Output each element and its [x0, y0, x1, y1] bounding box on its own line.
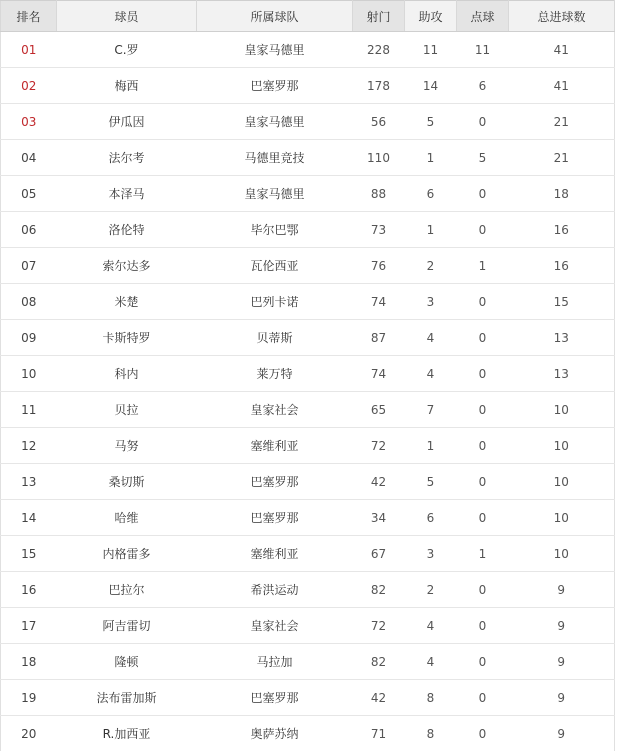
goals-cell: 15 [509, 284, 615, 320]
team-cell: 巴列卡诺 [197, 284, 353, 320]
header-rank[interactable]: 排名 [1, 1, 57, 32]
penalties-cell: 0 [457, 212, 509, 248]
shots-cell: 82 [353, 572, 405, 608]
player-cell: 隆顿 [57, 644, 197, 680]
table-row [1, 572, 615, 608]
team-cell: 皇家马德里 [197, 176, 353, 212]
rank-cell: 17 [1, 608, 57, 644]
assists-cell: 4 [405, 356, 457, 392]
table-row [1, 284, 615, 320]
rank-cell: 15 [1, 536, 57, 572]
rank-cell: 05 [1, 176, 57, 212]
rank-cell: 20 [1, 716, 57, 751]
player-cell: 索尔达多 [57, 248, 197, 284]
rank-cell: 09 [1, 320, 57, 356]
rank-cell: 07 [1, 248, 57, 284]
penalties-cell: 0 [457, 356, 509, 392]
team-cell: 巴塞罗那 [197, 464, 353, 500]
shots-cell: 42 [353, 464, 405, 500]
rank-cell: 19 [1, 680, 57, 716]
team-cell: 希洪运动 [197, 572, 353, 608]
shots-cell: 228 [353, 32, 405, 68]
penalties-cell: 0 [457, 464, 509, 500]
shots-cell: 72 [353, 428, 405, 464]
table-row [1, 140, 615, 176]
rank-cell: 18 [1, 644, 57, 680]
goals-cell: 10 [509, 464, 615, 500]
penalties-cell: 0 [457, 500, 509, 536]
rank-cell: 06 [1, 212, 57, 248]
shots-cell: 73 [353, 212, 405, 248]
player-cell: 梅西 [57, 68, 197, 104]
table-row [1, 356, 615, 392]
rank-cell: 14 [1, 500, 57, 536]
penalties-cell: 0 [457, 392, 509, 428]
goals-cell: 10 [509, 536, 615, 572]
shots-cell: 88 [353, 176, 405, 212]
penalties-cell: 0 [457, 680, 509, 716]
assists-cell: 8 [405, 680, 457, 716]
shots-cell: 56 [353, 104, 405, 140]
assists-cell: 2 [405, 248, 457, 284]
header-player[interactable]: 球员 [57, 1, 197, 32]
goals-cell: 16 [509, 248, 615, 284]
assists-cell: 4 [405, 608, 457, 644]
table-row [1, 428, 615, 464]
player-cell: 卡斯特罗 [57, 320, 197, 356]
table-row [1, 500, 615, 536]
goals-cell: 9 [509, 680, 615, 716]
rank-cell: 11 [1, 392, 57, 428]
goals-cell: 41 [509, 32, 615, 68]
team-cell: 贝蒂斯 [197, 320, 353, 356]
header-penalties[interactable]: 点球 [457, 1, 509, 32]
penalties-cell: 0 [457, 428, 509, 464]
player-cell: 本泽马 [57, 176, 197, 212]
shots-cell: 65 [353, 392, 405, 428]
header-team[interactable]: 所属球队 [197, 1, 353, 32]
table-row [1, 104, 615, 140]
player-cell: 马努 [57, 428, 197, 464]
penalties-cell: 0 [457, 608, 509, 644]
shots-cell: 34 [353, 500, 405, 536]
player-cell: C.罗 [57, 32, 197, 68]
assists-cell: 14 [405, 68, 457, 104]
shots-cell: 87 [353, 320, 405, 356]
team-cell: 莱万特 [197, 356, 353, 392]
rank-cell: 12 [1, 428, 57, 464]
rank-cell: 08 [1, 284, 57, 320]
team-cell: 巴塞罗那 [197, 680, 353, 716]
team-cell: 马德里竞技 [197, 140, 353, 176]
shots-cell: 76 [353, 248, 405, 284]
assists-cell: 6 [405, 176, 457, 212]
penalties-cell: 0 [457, 572, 509, 608]
assists-cell: 4 [405, 644, 457, 680]
goals-cell: 18 [509, 176, 615, 212]
shots-cell: 178 [353, 68, 405, 104]
shots-cell: 71 [353, 716, 405, 751]
table-body [1, 32, 615, 751]
team-cell: 塞维利亚 [197, 536, 353, 572]
penalties-cell: 0 [457, 644, 509, 680]
team-cell: 毕尔巴鄂 [197, 212, 353, 248]
player-cell: 科内 [57, 356, 197, 392]
player-cell: 伊瓜因 [57, 104, 197, 140]
player-cell: 内格雷多 [57, 536, 197, 572]
assists-cell: 11 [405, 32, 457, 68]
player-cell: 巴拉尔 [57, 572, 197, 608]
penalties-cell: 0 [457, 716, 509, 751]
table-row [1, 320, 615, 356]
rank-cell: 13 [1, 464, 57, 500]
header-assists[interactable]: 助攻 [405, 1, 457, 32]
assists-cell: 8 [405, 716, 457, 751]
penalties-cell: 11 [457, 32, 509, 68]
team-cell: 巴塞罗那 [197, 68, 353, 104]
player-cell: R.加西亚 [57, 716, 197, 751]
assists-cell: 1 [405, 428, 457, 464]
penalties-cell: 0 [457, 284, 509, 320]
table-row [1, 32, 615, 68]
assists-cell: 5 [405, 104, 457, 140]
player-cell: 法布雷加斯 [57, 680, 197, 716]
rank-cell: 02 [1, 68, 57, 104]
assists-cell: 3 [405, 536, 457, 572]
rank-cell: 04 [1, 140, 57, 176]
goals-cell: 10 [509, 428, 615, 464]
rank-cell: 10 [1, 356, 57, 392]
shots-cell: 72 [353, 608, 405, 644]
table-row [1, 176, 615, 212]
team-cell: 皇家社会 [197, 392, 353, 428]
player-cell: 米楚 [57, 284, 197, 320]
table-row [1, 68, 615, 104]
shots-cell: 67 [353, 536, 405, 572]
goals-cell: 9 [509, 644, 615, 680]
rank-cell: 03 [1, 104, 57, 140]
penalties-cell: 5 [457, 140, 509, 176]
team-cell: 巴塞罗那 [197, 500, 353, 536]
table-row [1, 464, 615, 500]
team-cell: 奥萨苏纳 [197, 716, 353, 751]
team-cell: 皇家社会 [197, 608, 353, 644]
player-cell: 贝拉 [57, 392, 197, 428]
penalties-cell: 0 [457, 176, 509, 212]
rank-cell: 01 [1, 32, 57, 68]
penalties-cell: 1 [457, 248, 509, 284]
assists-cell: 1 [405, 212, 457, 248]
table-header [1, 1, 615, 32]
assists-cell: 6 [405, 500, 457, 536]
shots-cell: 110 [353, 140, 405, 176]
table-row [1, 248, 615, 284]
goals-cell: 9 [509, 608, 615, 644]
assists-cell: 4 [405, 320, 457, 356]
team-cell: 瓦伦西亚 [197, 248, 353, 284]
penalties-cell: 0 [457, 320, 509, 356]
player-cell: 哈维 [57, 500, 197, 536]
table-row [1, 212, 615, 248]
goals-cell: 13 [509, 320, 615, 356]
goals-cell: 21 [509, 104, 615, 140]
shots-cell: 42 [353, 680, 405, 716]
table-row [1, 716, 615, 751]
player-cell: 洛伦特 [57, 212, 197, 248]
table-row [1, 536, 615, 572]
team-cell: 皇家马德里 [197, 104, 353, 140]
penalties-cell: 6 [457, 68, 509, 104]
goals-cell: 41 [509, 68, 615, 104]
rank-cell: 16 [1, 572, 57, 608]
goals-cell: 10 [509, 392, 615, 428]
goals-cell: 16 [509, 212, 615, 248]
team-cell: 马拉加 [197, 644, 353, 680]
table-row [1, 392, 615, 428]
goals-cell: 10 [509, 500, 615, 536]
header-shots[interactable]: 射门 [353, 1, 405, 32]
player-cell: 法尔考 [57, 140, 197, 176]
table-row [1, 680, 615, 716]
assists-cell: 5 [405, 464, 457, 500]
assists-cell: 3 [405, 284, 457, 320]
goals-cell: 13 [509, 356, 615, 392]
shots-cell: 74 [353, 356, 405, 392]
team-cell: 塞维利亚 [197, 428, 353, 464]
shots-cell: 74 [353, 284, 405, 320]
penalties-cell: 0 [457, 104, 509, 140]
goals-cell: 21 [509, 140, 615, 176]
table-row [1, 608, 615, 644]
shots-cell: 82 [353, 644, 405, 680]
goals-cell: 9 [509, 572, 615, 608]
table-row [1, 644, 615, 680]
player-cell: 桑切斯 [57, 464, 197, 500]
assists-cell: 1 [405, 140, 457, 176]
assists-cell: 2 [405, 572, 457, 608]
player-cell: 阿吉雷切 [57, 608, 197, 644]
team-cell: 皇家马德里 [197, 32, 353, 68]
penalties-cell: 1 [457, 536, 509, 572]
assists-cell: 7 [405, 392, 457, 428]
header-goals[interactable]: 总进球数 [509, 1, 615, 32]
goals-cell: 9 [509, 716, 615, 751]
